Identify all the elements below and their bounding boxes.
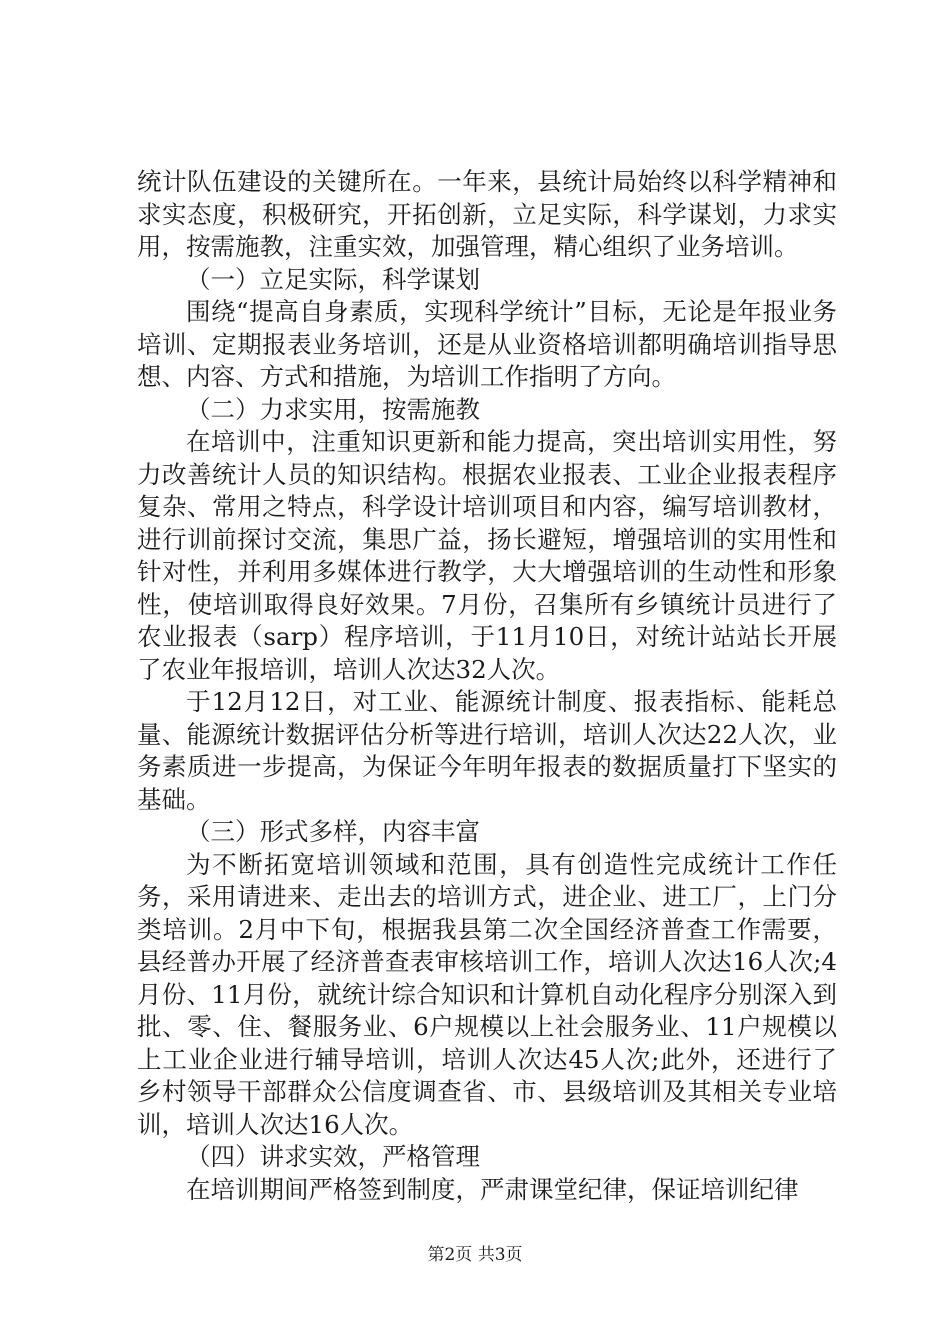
paragraph-section-2a: 在培训中，注重知识更新和能力提高，突出培训实用性，努力改善统计人员的知识结构。根据农业报表、工业企业报表程序复杂、常用之特点，科学设计培训项目和内容，编写培训教材，进行训前探讨交流，集思广益，扬长避短，增强培训的实用性和针对性，并利用多媒体进行教学，大大增强培训的生动性和形象性，使培训取得良好效果。7月份，召集所有乡镇统计员进行了农业报表（sarp）程序培训，于11月10日，对统计站站长开展了农业年报培训，培训人次达32人次。 <box>137 427 837 684</box>
document-body <box>137 166 837 1206</box>
section-heading-3: （三）形式多样，内容丰富 <box>186 817 480 846</box>
paragraph-section-1: 围绕“提高自身素质，实现科学统计”目标，无论是年报业务培训、定期报表业务培训，还是从业资格培训都明确培训指导思想、内容、方式和措施，为培训工作指明了方向。 <box>137 297 837 391</box>
paragraph-section-2b: 于12月12日，对工业、能源统计制度、报表指标、能耗总量、能源统计数据评估分析等进行培训，培训人次达22人次，业务素质进一步提高，为保证今年明年报表的数据质量打下坚实的基础。 <box>137 687 837 814</box>
paragraph-intro: 统计队伍建设的关键所在。一年来，县统计局始终以科学精神和求实态度，积极研究，开拓创新，立足实际，科学谋划，力求实用，按需施教，注重实效，加强管理，精心组织了业务培训。 <box>137 167 837 261</box>
section-heading-4: （四）讲求实效，严格管理 <box>186 1142 480 1171</box>
page-footer: 第2页 共3页 <box>427 1245 523 1265</box>
paragraph-section-4: 在培训期间严格签到制度，严肃课堂纪律，保证培训纪律 <box>186 1174 799 1204</box>
paragraph-section-3: 为不断拓宽培训领域和范围，具有创造性完成统计工作任务，采用请进来、走出去的培训方式，进企业、进工厂，上门分类培训。2月中下旬，根据我县第二次全国经济普查工作需要，县经普办开展了经济普查表审核培训工作，培训人次达16人次;4月份、11月份，就统计综合知识和计算机自动化程序分别深入到批、零、住、餐服务业、6户规模以上社会服务业、11户规模以上工业企业进行辅导培训，培训人次达45人次;此外，还进行了乡村领导干部群众公信度调查省、市、县级培训及其相关专业培训，培训人次达16人次。 <box>137 849 837 1139</box>
section-heading-1: （一）立足实际，科学谋划 <box>186 264 480 294</box>
section-heading-2: （二）力求实用，按需施教 <box>186 394 480 424</box>
